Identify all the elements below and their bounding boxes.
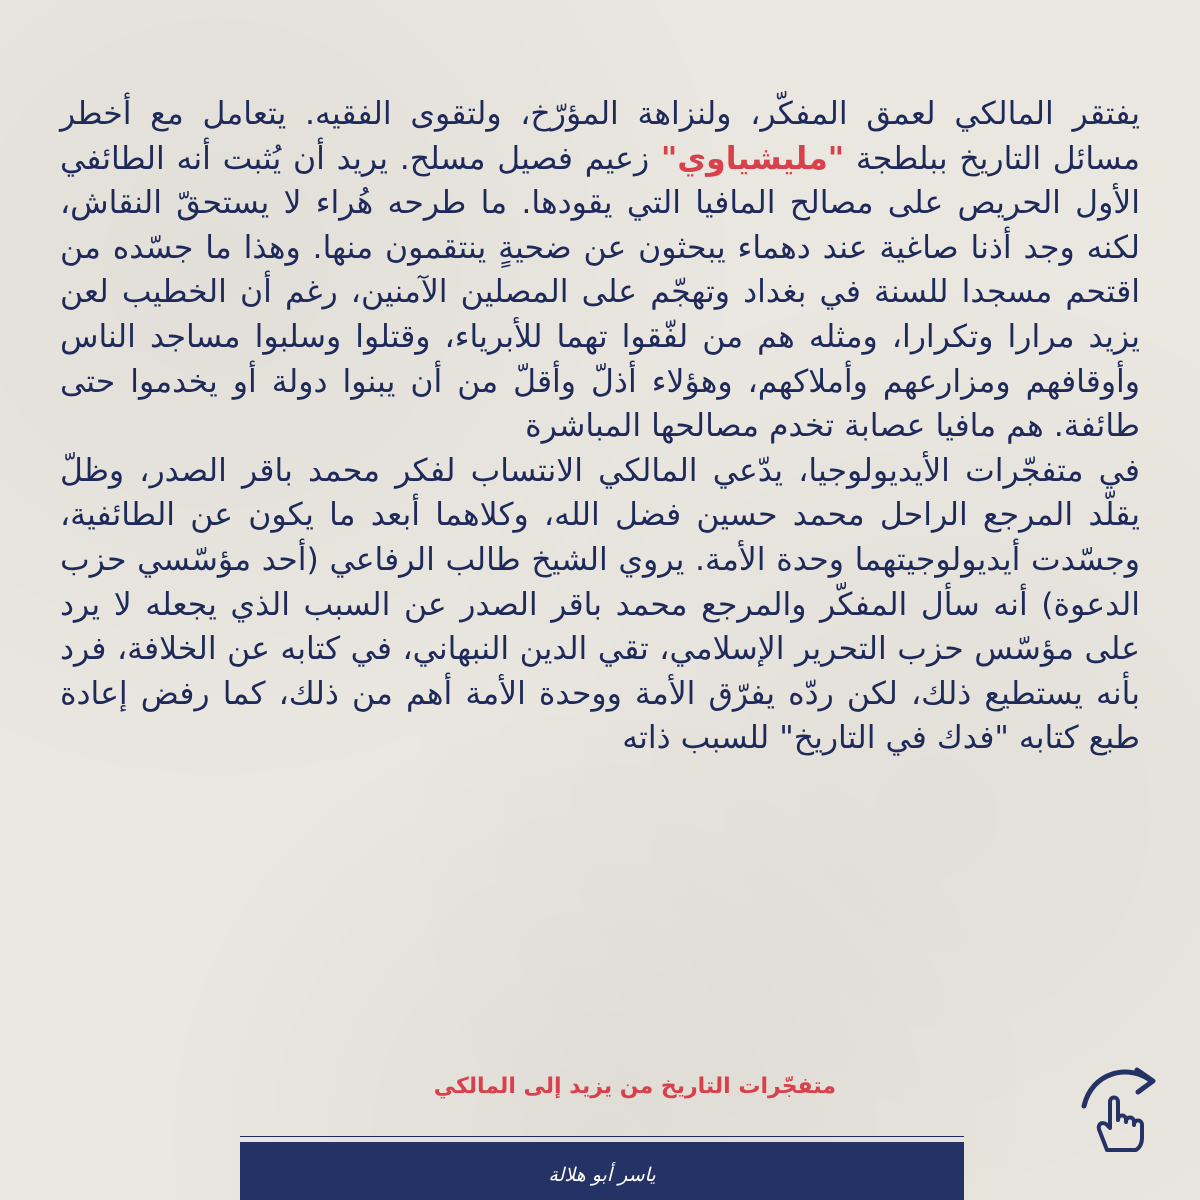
author-name: ياسر أبو هلالة xyxy=(548,1164,656,1186)
hand-pointer-arrow-icon xyxy=(1070,1058,1160,1158)
article-body xyxy=(60,92,1140,761)
highlighted-term: "مليشياوي" xyxy=(660,140,845,177)
book-title: متفجّرات التاريخ من يزيد إلى المالكي xyxy=(433,1074,836,1099)
article-paragraph-1 xyxy=(60,92,1140,449)
divider-line xyxy=(240,1136,964,1137)
paragraph-1-text-after: زعيم فصيل مسلح. يريد أن يُثبت أنه الطائفي الأول الحريص على مصالح المافيا التي يقودها. ما طرحه هُراء لا يستحقّ النقاش، لكنه وجد أذنا صاغية عند دهماء يبحثون عن ضحيةٍ ينتقمون منها. وهذا ما جسّده من اقتحم مسجدا للسنة في بغداد وتهجّم على المصلين الآمنين، رغم أن الخطيب لعن يزيد مرارا وتكرارا، ومثله هم من لفّقوا تهما للأبرياء، وقتلوا وسلبوا مساجد الناس وأوقافهم ومزارعهم وأملاكهم، وهؤلاء أذلّ وأقلّ من أن يبنوا دولة أو يخدموا حتى طائفة. هم مافيا عصابة تخدم مصالحها المباشرة xyxy=(60,140,1140,445)
paragraph-1-text-before: يفتقر المالكي لعمق المفكّر، ولنزاهة المؤرّخ، ولتقوى الفقيه. يتعامل مع أخطر مسائل التاريخ ببلطجة xyxy=(60,96,1140,177)
author-bar xyxy=(240,1142,964,1200)
article-paragraph-2: في متفجّرات الأيديولوجيا، يدّعي المالكي الانتساب لفكر محمد باقر الصدر، وظلّ يقلّد المرجع الراحل محمد حسين فضل الله، وكلاهما أبعد ما يكون عن الطائفية، وجسّدت أيديولوجيتهما وحدة الأمة. يروي الشيخ طالب الرفاعي (أحد مؤسّسي حزب الدعوة) أنه سأل المفكّر والمرجع محمد باقر الصدر عن السبب الذي يجعله لا يرد على مؤسّس حزب التحرير الإسلامي، تقي الدين النبهاني، في كتابه عن الخلافة، فرد بأنه يستطيع ذلك، لكن ردّه يفرّق الأمة ووحدة الأمة أهم من ذلك، كما رفض إعادة طبع كتابه "فدك في التاريخ" للسبب ذاته xyxy=(60,452,1140,757)
